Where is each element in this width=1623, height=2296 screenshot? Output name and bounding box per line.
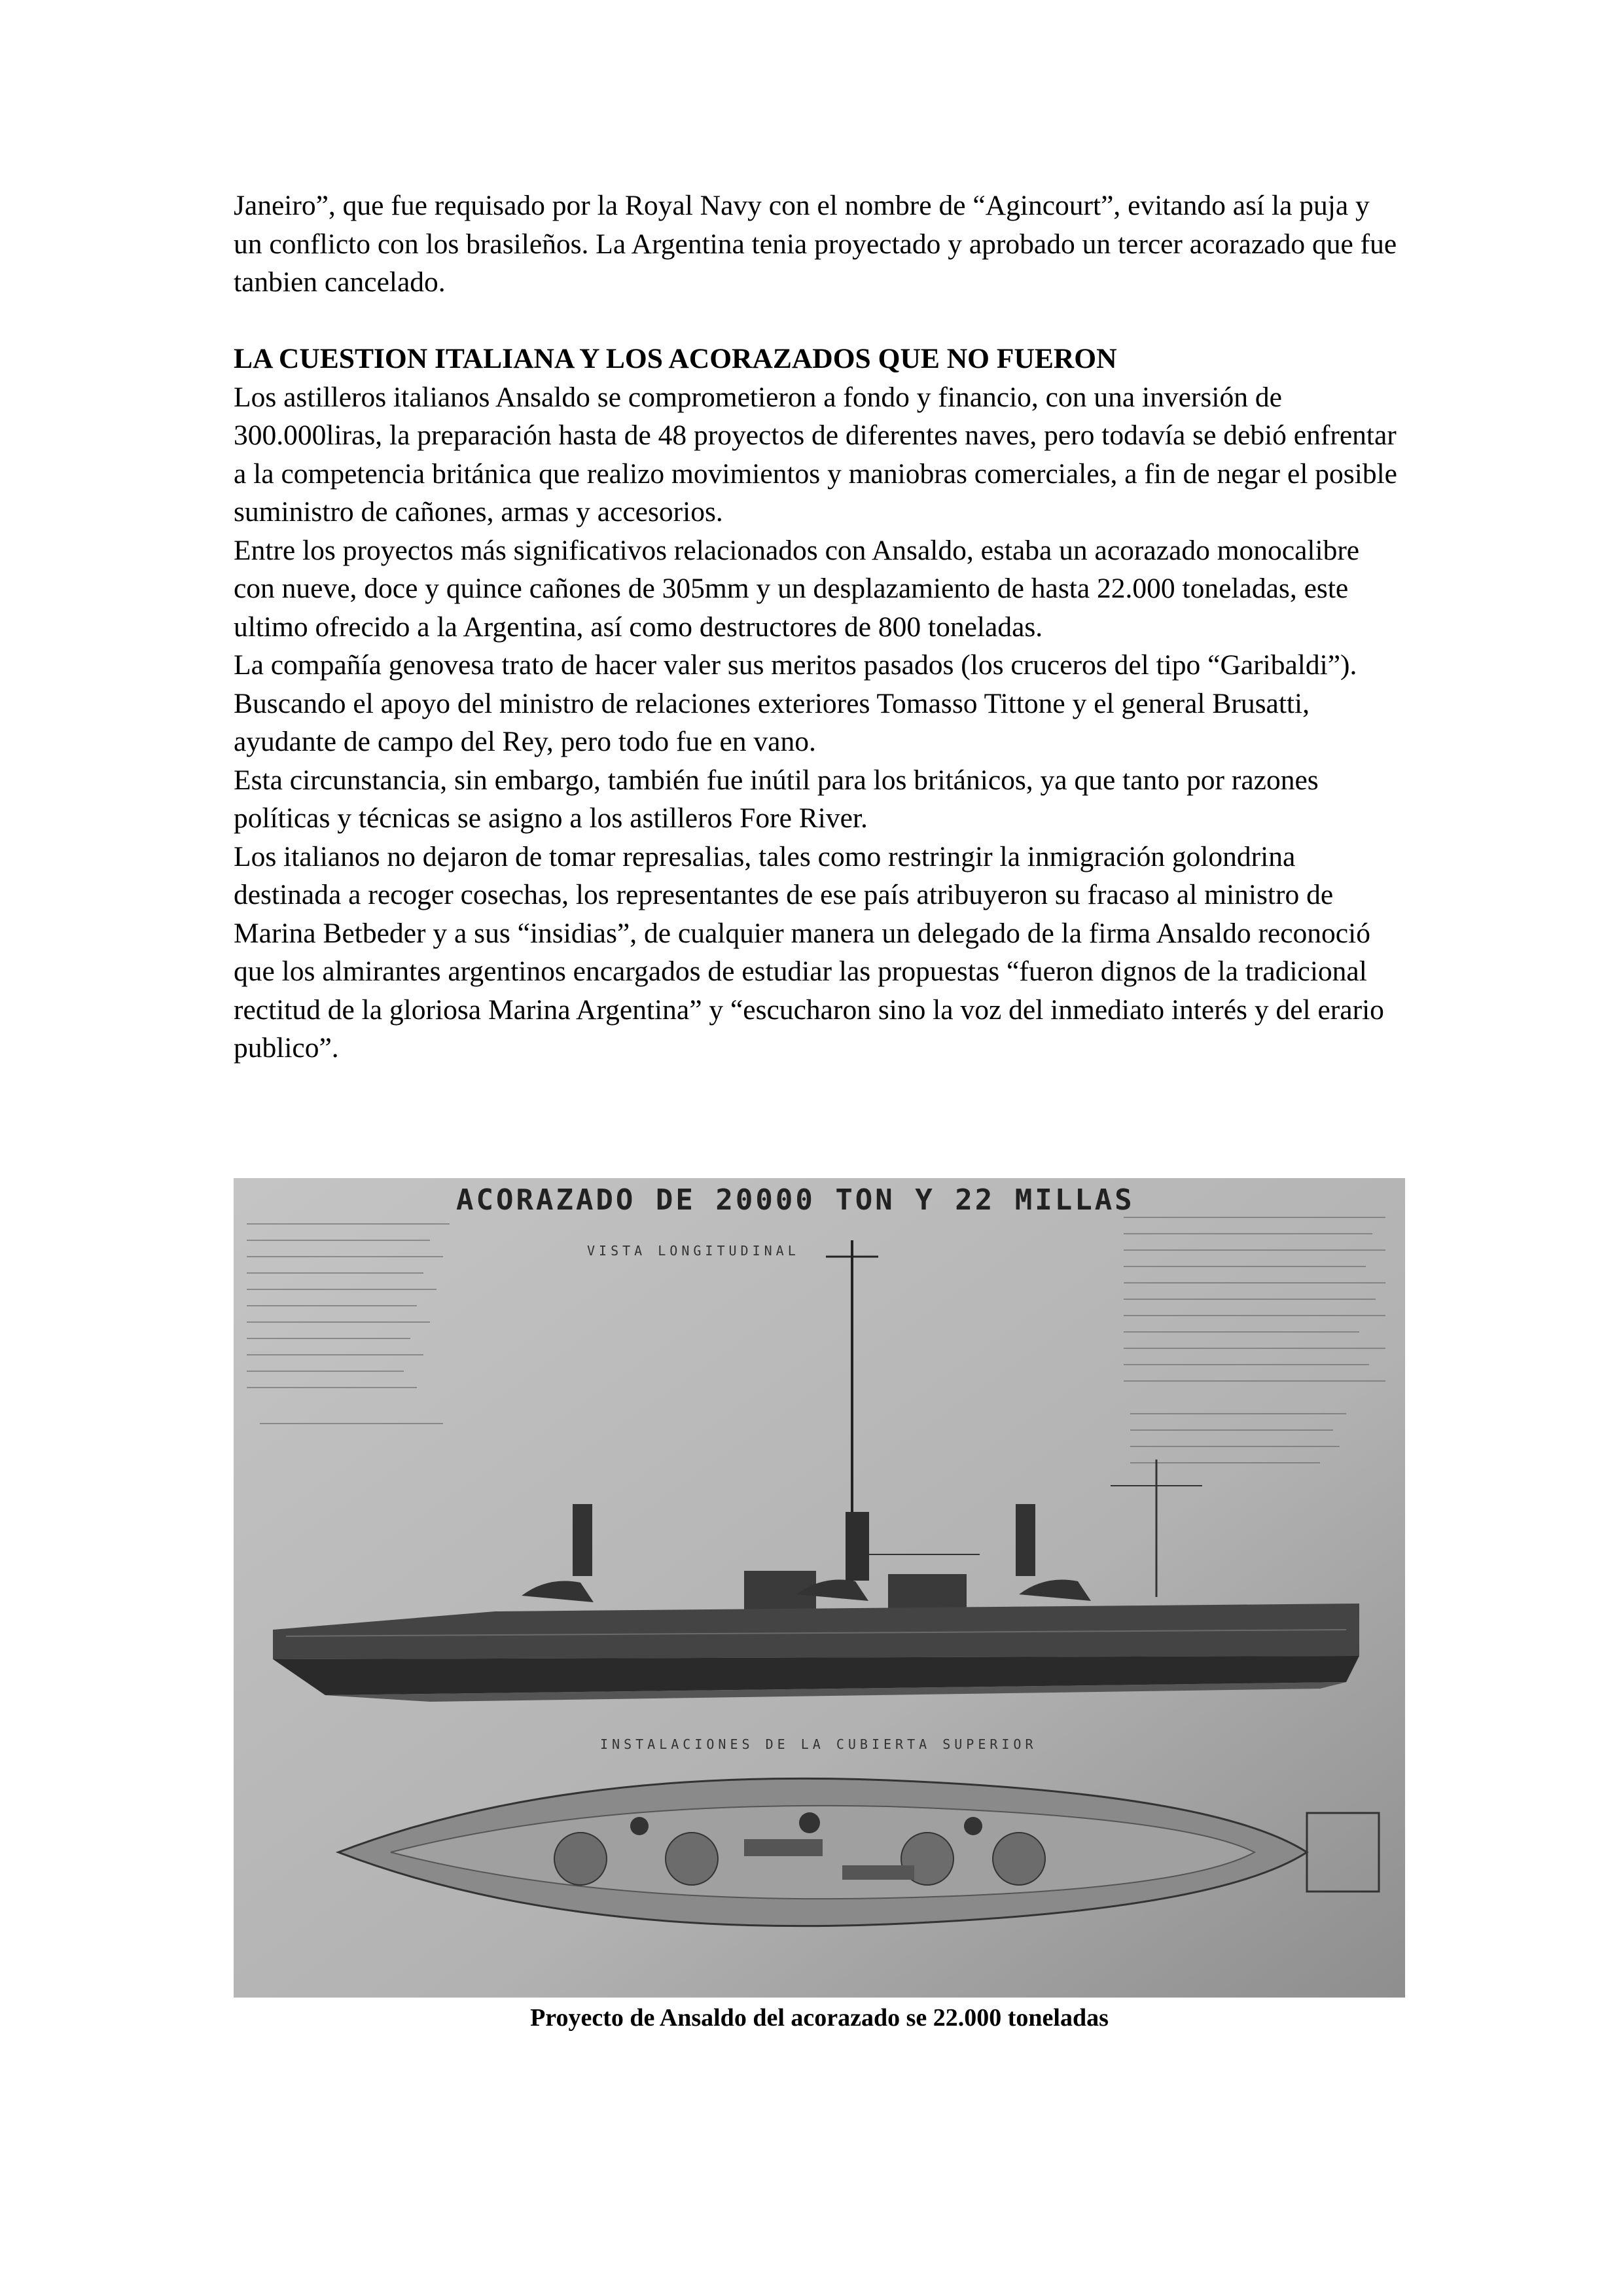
body-text xyxy=(234,187,1405,1067)
paragraph-3: La compañía genovesa trato de hacer valer sus meritos pasados (los cruceros del tipo “Garibaldi”). Buscando el apoyo del ministro de relaciones exteriores Tomasso Tittone y el general Brusatti, ayudante de campo del Rey, pero todo fue en vano. xyxy=(234,649,1357,757)
paragraph-spacer xyxy=(234,302,1405,340)
side-view-label: VISTA LONGITUDINAL xyxy=(587,1243,800,1259)
section-heading: LA CUESTION ITALIANA Y LOS ACORAZADOS QUE NO FUERON xyxy=(234,343,1117,374)
deck-view-label: INSTALACIONES DE LA CUBIERTA SUPERIOR xyxy=(600,1736,1037,1752)
paragraph-intro: Janeiro”, que fue requisado por la Royal Navy con el nombre de “Agincourt”, evitando así la puja y un conflicto con los brasileños. La Argentina tenia proyectado y aprobado un tercer acorazado que fue tanbien cancelado. xyxy=(234,190,1397,298)
paragraph-1: Los astilleros italianos Ansaldo se comprometieron a fondo y financio, con una inversión de 300.000liras, la preparación hasta de 48 proyectos de diferentes naves, pero todavía se debió enfrentar a la competencia británica que realizo movimientos y maniobras comerciales, a fin de negar el posible suministro de cañones, armas y accesorios. xyxy=(234,381,1397,528)
battleship-plan-drawing xyxy=(234,1178,1405,1998)
plan-title: ACORAZADO DE 20000 TON Y 22 MILLAS xyxy=(456,1183,1135,1217)
battleship-plan-image xyxy=(234,1178,1405,1998)
paragraph-4: Esta circunstancia, sin embargo, también fue inútil para los británicos, ya que tanto por razones políticas y técnicas se asigno a los astilleros Fore River. xyxy=(234,764,1319,834)
paragraph-2: Entre los proyectos más significativos relacionados con Ansaldo, estaba un acorazado monocalibre con nueve, doce y quince cañones de 305mm y un desplazamiento de hasta 22.000 toneladas, este ultimo ofrecido a la Argentina, así como destructores de 800 toneladas. xyxy=(234,534,1360,643)
paragraph-5: Los italianos no dejaron de tomar represalias, tales como restringir la inmigración golondrina destinada a recoger cosechas, los representantes de ese país atribuyeron su fracaso al ministro de Marina Betbeder y a sus “insidias”, de cualquier manera un delegado de la firma Ansaldo reconoció que los almirantes argentinos encargados de estudiar las propuestas “fueron dignos de la tradicional rectitud de la gloriosa Marina Argentina” y “escucharon sino la voz del inmediato interés y del erario publico”. xyxy=(234,840,1384,1064)
figure-caption: Proyecto de Ansaldo del acorazado se 22.000 toneladas xyxy=(530,2004,1109,2032)
